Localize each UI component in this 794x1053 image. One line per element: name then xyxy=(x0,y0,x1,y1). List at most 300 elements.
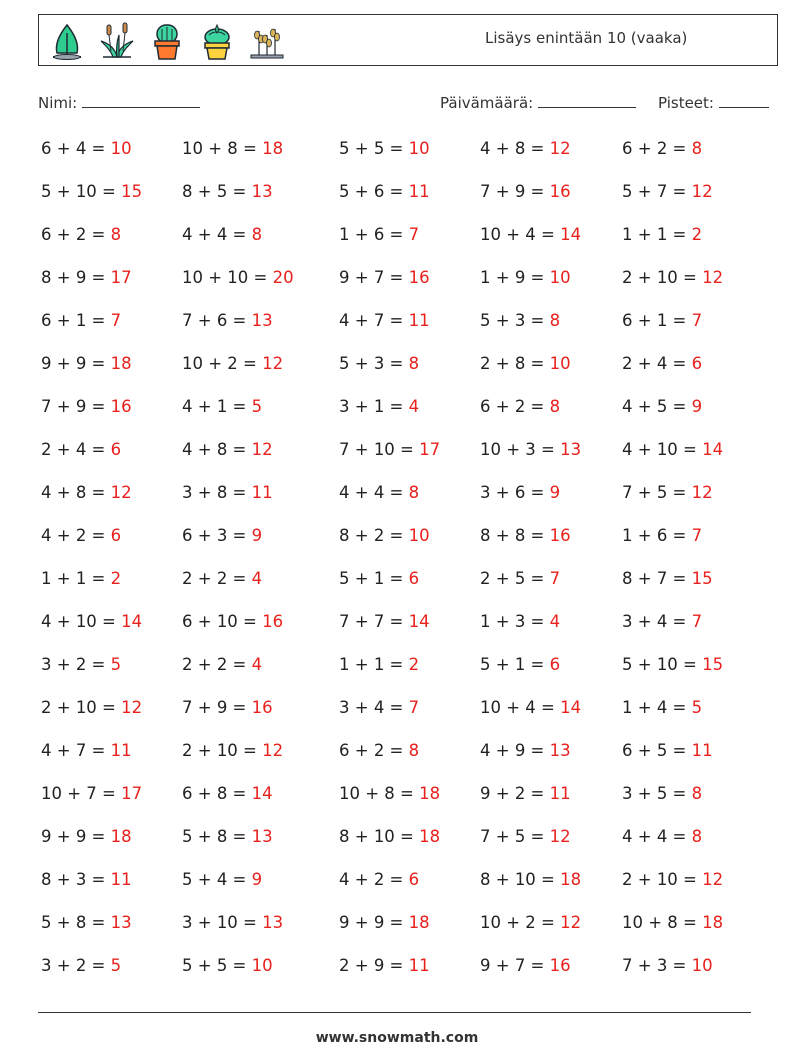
problem-expression: 9 + 2 = xyxy=(480,784,545,803)
problem-answer: 9 xyxy=(251,526,263,545)
problem-answer: 17 xyxy=(121,784,143,803)
problem-item xyxy=(182,870,262,889)
problem-answer: 9 xyxy=(251,870,263,889)
problem-answer: 13 xyxy=(560,440,582,459)
problem-item xyxy=(182,139,283,158)
problem-expression: 4 + 1 = xyxy=(182,397,247,416)
problem-item xyxy=(182,397,262,416)
problem-expression: 2 + 10 = xyxy=(622,870,697,889)
wheat-icon xyxy=(247,21,287,61)
problem-item xyxy=(339,182,430,201)
problem-expression: 5 + 5 = xyxy=(182,956,247,975)
problem-answer: 2 xyxy=(110,569,122,588)
problem-answer: 10 xyxy=(251,956,273,975)
problem-item xyxy=(182,354,283,373)
problem-answer: 12 xyxy=(560,913,582,932)
problem-expression: 6 + 4 = xyxy=(41,139,106,158)
problem-item xyxy=(622,870,723,889)
problem-expression: 5 + 3 = xyxy=(480,311,545,330)
problem-item xyxy=(622,440,723,459)
problem-item xyxy=(480,139,571,158)
problem-item xyxy=(182,913,283,932)
problem-expression: 2 + 2 = xyxy=(182,569,247,588)
name-blank[interactable] xyxy=(82,93,200,108)
problem-item xyxy=(480,741,571,760)
problem-answer: 11 xyxy=(408,956,430,975)
problem-expression: 5 + 8 = xyxy=(41,913,106,932)
problem-item xyxy=(41,526,121,545)
problem-answer: 4 xyxy=(408,397,420,416)
problem-answer: 8 xyxy=(251,225,263,244)
problem-answer: 10 xyxy=(549,354,571,373)
problem-answer: 5 xyxy=(110,655,122,674)
problem-item xyxy=(182,655,262,674)
problem-item xyxy=(622,612,702,631)
problem-answer: 16 xyxy=(549,182,571,201)
problem-answer: 8 xyxy=(691,827,703,846)
problem-expression: 8 + 8 = xyxy=(480,526,545,545)
problem-answer: 18 xyxy=(419,827,441,846)
problem-expression: 2 + 10 = xyxy=(182,741,257,760)
problem-expression: 3 + 5 = xyxy=(622,784,687,803)
problem-answer: 18 xyxy=(110,827,132,846)
potted-cactus-icon xyxy=(147,21,187,61)
problem-item xyxy=(480,956,571,975)
problem-answer: 4 xyxy=(251,655,263,674)
problem-row xyxy=(41,870,761,913)
problem-expression: 4 + 9 = xyxy=(480,741,545,760)
problem-expression: 4 + 4 = xyxy=(339,483,404,502)
problem-expression: 2 + 9 = xyxy=(339,956,404,975)
problem-expression: 3 + 1 = xyxy=(339,397,404,416)
problem-item xyxy=(182,483,273,502)
problem-answer: 14 xyxy=(560,225,582,244)
problem-answer: 15 xyxy=(121,182,143,201)
problem-answer: 10 xyxy=(549,268,571,287)
problem-item xyxy=(41,225,121,244)
problem-answer: 11 xyxy=(110,870,132,889)
problem-answer: 18 xyxy=(110,354,132,373)
problem-item xyxy=(182,569,262,588)
problem-expression: 2 + 5 = xyxy=(480,569,545,588)
problem-expression: 7 + 9 = xyxy=(480,182,545,201)
problem-row xyxy=(41,655,761,698)
problem-expression: 1 + 9 = xyxy=(480,268,545,287)
problem-expression: 3 + 2 = xyxy=(41,655,106,674)
problem-expression: 1 + 3 = xyxy=(480,612,545,631)
problem-answer: 8 xyxy=(110,225,122,244)
problem-answer: 10 xyxy=(408,526,430,545)
problem-row xyxy=(41,956,761,999)
problem-answer: 8 xyxy=(408,741,420,760)
problem-answer: 14 xyxy=(408,612,430,631)
problem-item xyxy=(339,483,419,502)
problem-item xyxy=(480,225,581,244)
problem-item xyxy=(41,397,132,416)
problem-answer: 8 xyxy=(408,483,420,502)
problem-item xyxy=(41,268,132,287)
problem-item xyxy=(480,354,571,373)
problem-item xyxy=(182,182,273,201)
problem-expression: 1 + 1 = xyxy=(622,225,687,244)
problem-item xyxy=(41,956,121,975)
problem-expression: 6 + 3 = xyxy=(182,526,247,545)
problem-item xyxy=(182,526,262,545)
problem-answer: 6 xyxy=(549,655,561,674)
problem-item xyxy=(339,655,419,674)
problem-item xyxy=(339,870,419,889)
problem-row xyxy=(41,483,761,526)
problem-expression: 4 + 8 = xyxy=(480,139,545,158)
problem-answer: 13 xyxy=(262,913,284,932)
problem-item xyxy=(182,440,273,459)
problem-item xyxy=(339,397,419,416)
problem-answer: 7 xyxy=(691,311,703,330)
problem-item xyxy=(339,741,419,760)
problem-answer: 14 xyxy=(251,784,273,803)
problem-expression: 10 + 10 = xyxy=(182,268,268,287)
problem-item xyxy=(182,311,273,330)
problem-expression: 10 + 2 = xyxy=(480,913,555,932)
problem-item xyxy=(622,784,702,803)
problem-item xyxy=(480,698,581,717)
problem-answer: 12 xyxy=(262,354,284,373)
problem-expression: 5 + 3 = xyxy=(339,354,404,373)
problem-answer: 11 xyxy=(549,784,571,803)
problem-expression: 5 + 5 = xyxy=(339,139,404,158)
problem-expression: 2 + 10 = xyxy=(41,698,116,717)
problem-answer: 16 xyxy=(549,526,571,545)
problem-answer: 16 xyxy=(251,698,273,717)
problem-expression: 9 + 9 = xyxy=(339,913,404,932)
problem-item xyxy=(182,956,273,975)
problem-answer: 8 xyxy=(549,397,561,416)
problem-answer: 13 xyxy=(110,913,132,932)
header-icons xyxy=(47,21,287,61)
problem-expression: 6 + 2 = xyxy=(339,741,404,760)
problem-item xyxy=(41,870,132,889)
problem-expression: 1 + 1 = xyxy=(41,569,106,588)
problem-item xyxy=(339,526,430,545)
problem-expression: 9 + 7 = xyxy=(480,956,545,975)
problem-answer: 18 xyxy=(560,870,582,889)
problem-expression: 6 + 1 = xyxy=(622,311,687,330)
problem-item xyxy=(41,612,142,631)
problem-expression: 5 + 7 = xyxy=(622,182,687,201)
problem-expression: 8 + 7 = xyxy=(622,569,687,588)
problem-expression: 6 + 10 = xyxy=(182,612,257,631)
problem-item xyxy=(182,268,294,287)
problem-expression: 5 + 1 = xyxy=(480,655,545,674)
problem-expression: 6 + 5 = xyxy=(622,741,687,760)
problem-item xyxy=(182,784,273,803)
problem-item xyxy=(339,956,430,975)
problem-answer: 10 xyxy=(691,956,713,975)
problem-expression: 3 + 4 = xyxy=(622,612,687,631)
problem-answer: 2 xyxy=(691,225,703,244)
problem-row xyxy=(41,741,761,784)
problem-expression: 8 + 10 = xyxy=(480,870,555,889)
problem-answer: 11 xyxy=(408,311,430,330)
problem-expression: 10 + 8 = xyxy=(182,139,257,158)
problem-item xyxy=(480,526,571,545)
problem-expression: 6 + 2 = xyxy=(622,139,687,158)
problem-answer: 7 xyxy=(408,225,420,244)
problem-item xyxy=(622,569,713,588)
problem-answer: 11 xyxy=(110,741,132,760)
problem-answer: 9 xyxy=(549,483,561,502)
problem-item xyxy=(182,698,273,717)
problem-answer: 10 xyxy=(408,139,430,158)
problem-item xyxy=(622,397,702,416)
problem-answer: 5 xyxy=(251,397,263,416)
problem-answer: 12 xyxy=(110,483,132,502)
problem-answer: 14 xyxy=(121,612,143,631)
problem-item xyxy=(339,569,419,588)
problem-answer: 6 xyxy=(110,526,122,545)
problem-expression: 3 + 8 = xyxy=(182,483,247,502)
problem-answer: 18 xyxy=(262,139,284,158)
problem-row xyxy=(41,827,761,870)
problem-item xyxy=(622,741,713,760)
problem-row xyxy=(41,913,761,956)
problem-answer: 4 xyxy=(251,569,263,588)
worksheet-title: Lisäys enintään 10 (vaaka) xyxy=(485,29,688,47)
problem-answer: 9 xyxy=(691,397,703,416)
problem-expression: 7 + 10 = xyxy=(339,440,414,459)
problem-row xyxy=(41,182,761,225)
problem-item xyxy=(622,139,702,158)
problem-item xyxy=(480,913,581,932)
problem-answer: 10 xyxy=(110,139,132,158)
problem-row xyxy=(41,784,761,827)
date-label: Päivämäärä: xyxy=(440,94,534,112)
problem-expression: 4 + 4 = xyxy=(182,225,247,244)
problem-expression: 10 + 4 = xyxy=(480,225,555,244)
problem-answer: 12 xyxy=(549,827,571,846)
problem-expression: 10 + 3 = xyxy=(480,440,555,459)
problem-expression: 2 + 10 = xyxy=(622,268,697,287)
problem-item xyxy=(41,311,121,330)
problem-expression: 4 + 10 = xyxy=(622,440,697,459)
problem-expression: 4 + 2 = xyxy=(339,870,404,889)
problem-item xyxy=(41,569,121,588)
problem-row xyxy=(41,569,761,612)
problem-answer: 8 xyxy=(691,784,703,803)
problem-expression: 8 + 5 = xyxy=(182,182,247,201)
problem-item xyxy=(41,784,142,803)
date-field[interactable] xyxy=(440,93,636,112)
problem-expression: 8 + 10 = xyxy=(339,827,414,846)
problem-item xyxy=(41,354,132,373)
problem-expression: 6 + 2 = xyxy=(41,225,106,244)
problem-item xyxy=(41,698,142,717)
problem-answer: 16 xyxy=(110,397,132,416)
problem-expression: 4 + 8 = xyxy=(41,483,106,502)
problem-answer: 18 xyxy=(408,913,430,932)
problem-item xyxy=(182,741,283,760)
problem-expression: 4 + 2 = xyxy=(41,526,106,545)
problem-answer: 20 xyxy=(272,268,294,287)
problem-answer: 12 xyxy=(702,870,724,889)
score-field[interactable] xyxy=(658,93,769,112)
problem-answer: 18 xyxy=(419,784,441,803)
problem-answer: 11 xyxy=(691,741,713,760)
problem-item xyxy=(622,956,713,975)
problem-expression: 4 + 4 = xyxy=(622,827,687,846)
problem-item xyxy=(622,698,702,717)
problem-item xyxy=(339,225,419,244)
problem-answer: 12 xyxy=(549,139,571,158)
reed-plant-icon xyxy=(97,21,137,61)
problem-item xyxy=(41,139,132,158)
problem-item xyxy=(622,225,702,244)
problem-answer: 5 xyxy=(691,698,703,717)
problem-row xyxy=(41,698,761,741)
problem-item xyxy=(41,913,132,932)
problem-item xyxy=(339,612,430,631)
problem-expression: 5 + 4 = xyxy=(182,870,247,889)
problem-answer: 12 xyxy=(251,440,273,459)
problem-expression: 7 + 7 = xyxy=(339,612,404,631)
problem-expression: 7 + 9 = xyxy=(182,698,247,717)
problem-expression: 5 + 6 = xyxy=(339,182,404,201)
footer-url: www.snowmath.com xyxy=(315,1030,479,1046)
problem-answer: 16 xyxy=(262,612,284,631)
name-field[interactable] xyxy=(38,93,200,112)
problem-item xyxy=(182,225,262,244)
problem-item xyxy=(622,354,702,373)
problem-row xyxy=(41,612,761,655)
problem-item xyxy=(339,698,419,717)
score-blank[interactable] xyxy=(719,93,769,108)
problem-answer: 6 xyxy=(408,569,420,588)
problem-expression: 10 + 2 = xyxy=(182,354,257,373)
problem-answer: 12 xyxy=(121,698,143,717)
problem-item xyxy=(41,655,121,674)
problem-answer: 18 xyxy=(702,913,724,932)
problem-answer: 12 xyxy=(262,741,284,760)
problem-item xyxy=(480,784,571,803)
problem-item xyxy=(182,827,273,846)
problem-item xyxy=(622,311,702,330)
problem-item xyxy=(339,268,430,287)
problem-row xyxy=(41,225,761,268)
problem-expression: 5 + 10 = xyxy=(622,655,697,674)
tree-icon xyxy=(47,21,87,61)
name-label: Nimi: xyxy=(38,94,78,112)
problem-answer: 6 xyxy=(408,870,420,889)
problem-answer: 13 xyxy=(251,311,273,330)
problem-answer: 7 xyxy=(549,569,561,588)
problem-item xyxy=(339,440,440,459)
problem-row xyxy=(41,139,761,182)
problem-expression: 4 + 10 = xyxy=(41,612,116,631)
problem-expression: 7 + 5 = xyxy=(480,827,545,846)
problem-row xyxy=(41,440,761,483)
problem-expression: 2 + 2 = xyxy=(182,655,247,674)
problem-expression: 5 + 1 = xyxy=(339,569,404,588)
problem-item xyxy=(480,440,581,459)
problem-answer: 7 xyxy=(691,526,703,545)
problem-expression: 10 + 8 = xyxy=(339,784,414,803)
problem-answer: 11 xyxy=(251,483,273,502)
problem-item xyxy=(41,440,121,459)
date-blank[interactable] xyxy=(538,93,636,108)
problem-expression: 7 + 6 = xyxy=(182,311,247,330)
problem-answer: 14 xyxy=(702,440,724,459)
problem-answer: 16 xyxy=(549,956,571,975)
problem-item xyxy=(622,913,723,932)
problem-item xyxy=(41,741,132,760)
problem-item xyxy=(339,784,440,803)
problem-answer: 6 xyxy=(110,440,122,459)
problem-answer: 6 xyxy=(691,354,703,373)
problem-expression: 1 + 4 = xyxy=(622,698,687,717)
problem-answer: 14 xyxy=(560,698,582,717)
problem-expression: 10 + 7 = xyxy=(41,784,116,803)
problem-item xyxy=(480,655,560,674)
problem-item xyxy=(622,827,702,846)
problem-item xyxy=(182,612,283,631)
problem-expression: 4 + 5 = xyxy=(622,397,687,416)
problem-answer: 12 xyxy=(691,182,713,201)
problem-answer: 4 xyxy=(549,612,561,631)
problem-expression: 6 + 8 = xyxy=(182,784,247,803)
problem-answer: 16 xyxy=(408,268,430,287)
problem-expression: 3 + 2 = xyxy=(41,956,106,975)
problem-answer: 7 xyxy=(110,311,122,330)
problem-expression: 9 + 7 = xyxy=(339,268,404,287)
problem-item xyxy=(339,354,419,373)
problem-expression: 5 + 10 = xyxy=(41,182,116,201)
problem-item xyxy=(339,827,440,846)
problem-item xyxy=(480,182,571,201)
problem-answer: 12 xyxy=(702,268,724,287)
problem-answer: 15 xyxy=(702,655,724,674)
problem-item xyxy=(622,526,702,545)
problem-expression: 10 + 4 = xyxy=(480,698,555,717)
problem-item xyxy=(622,268,723,287)
problem-item xyxy=(622,655,723,674)
problem-expression: 6 + 2 = xyxy=(480,397,545,416)
problem-item xyxy=(41,182,142,201)
problem-expression: 7 + 3 = xyxy=(622,956,687,975)
problem-item xyxy=(339,311,430,330)
problem-answer: 15 xyxy=(691,569,713,588)
problem-item xyxy=(480,870,581,889)
problem-answer: 12 xyxy=(691,483,713,502)
problem-answer: 17 xyxy=(419,440,441,459)
problem-item xyxy=(41,483,132,502)
problem-expression: 7 + 5 = xyxy=(622,483,687,502)
problem-item xyxy=(480,827,571,846)
problem-item xyxy=(480,483,560,502)
problem-expression: 2 + 4 = xyxy=(622,354,687,373)
problem-expression: 10 + 8 = xyxy=(622,913,697,932)
problem-answer: 5 xyxy=(110,956,122,975)
problem-expression: 4 + 7 = xyxy=(41,741,106,760)
problem-answer: 7 xyxy=(691,612,703,631)
problem-answer: 8 xyxy=(691,139,703,158)
problem-item xyxy=(480,397,560,416)
potted-succulent-icon xyxy=(197,21,237,61)
problem-expression: 3 + 4 = xyxy=(339,698,404,717)
problem-row xyxy=(41,268,761,311)
problem-item xyxy=(339,139,430,158)
problem-expression: 7 + 9 = xyxy=(41,397,106,416)
problem-grid xyxy=(41,139,761,999)
